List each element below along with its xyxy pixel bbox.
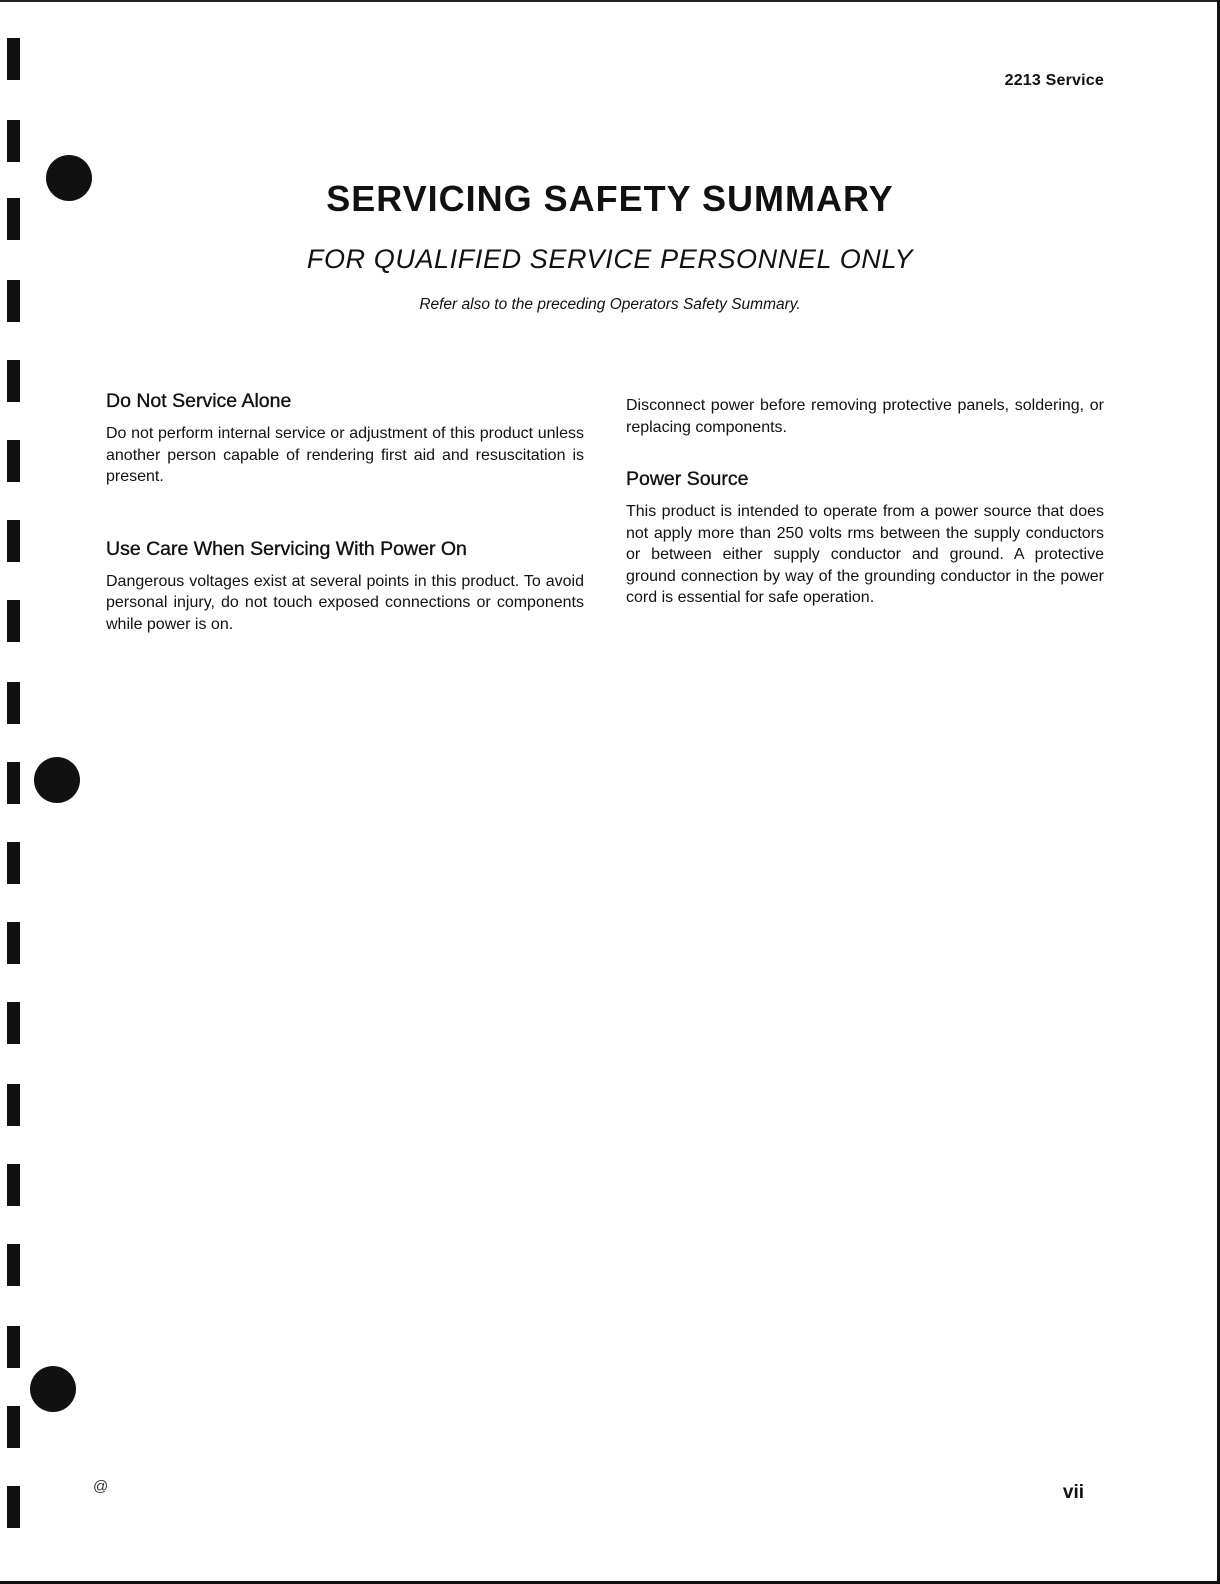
section-disconnect-power — [626, 395, 1104, 438]
binding-hole — [30, 1366, 76, 1412]
binding-mark — [7, 38, 20, 80]
binding-mark — [7, 762, 20, 804]
right-column — [626, 395, 1104, 609]
reference-note: Refer also to the preceding Operators Safety Summary. — [419, 296, 801, 313]
binding-mark — [7, 360, 20, 402]
section-heading: Use Care When Servicing With Power On — [106, 537, 467, 560]
footer-symbol: @ — [93, 1478, 109, 1495]
binding-mark — [7, 1002, 20, 1044]
section-use-care-power-on — [106, 538, 584, 636]
section-body: Do not perform internal service or adjustment of this product unless another person capable of rendering first aid and resuscitation is present. — [106, 425, 584, 485]
page-title: SERVICING SAFETY SUMMARY — [326, 178, 894, 219]
binding-mark — [7, 1084, 20, 1126]
page-border-top — [0, 0, 1220, 2]
binding-mark — [7, 120, 20, 162]
section-body: This product is intended to operate from a power source that does not apply more than 250 volts rms between the supply conductors or between either supply conductor and ground. A protective ground connection by way of the grounding conductor in the power cord is essential for safe operation. — [626, 503, 1104, 606]
binding-mark — [7, 1486, 20, 1528]
binding-mark — [7, 520, 20, 562]
binding-mark — [7, 1406, 20, 1448]
binding-hole — [34, 757, 80, 803]
section-do-not-service-alone — [106, 390, 584, 488]
binding-mark — [7, 1326, 20, 1368]
section-heading: Power Source — [626, 468, 749, 490]
section-body: Dangerous voltages exist at several points in this product. To avoid personal injury, do not touch exposed connections or components while power is on. — [106, 572, 584, 633]
page-number: vii — [1062, 1482, 1084, 1503]
binding-mark — [7, 682, 20, 724]
section-power-source — [626, 468, 1104, 609]
section-heading: Do Not Service Alone — [106, 390, 292, 412]
binding-mark — [7, 600, 20, 642]
page-subtitle: FOR QUALIFIED SERVICE PERSONNEL ONLY — [306, 244, 914, 274]
binding-mark — [7, 842, 20, 884]
section-body: Disconnect power before removing protective panels, soldering, or replacing components. — [626, 397, 1104, 436]
binding-mark — [7, 1164, 20, 1206]
binding-mark — [7, 1244, 20, 1286]
binding-mark — [7, 440, 20, 482]
left-column — [106, 390, 584, 635]
document-header: 2213 Service — [1004, 72, 1104, 89]
binding-mark — [7, 922, 20, 964]
